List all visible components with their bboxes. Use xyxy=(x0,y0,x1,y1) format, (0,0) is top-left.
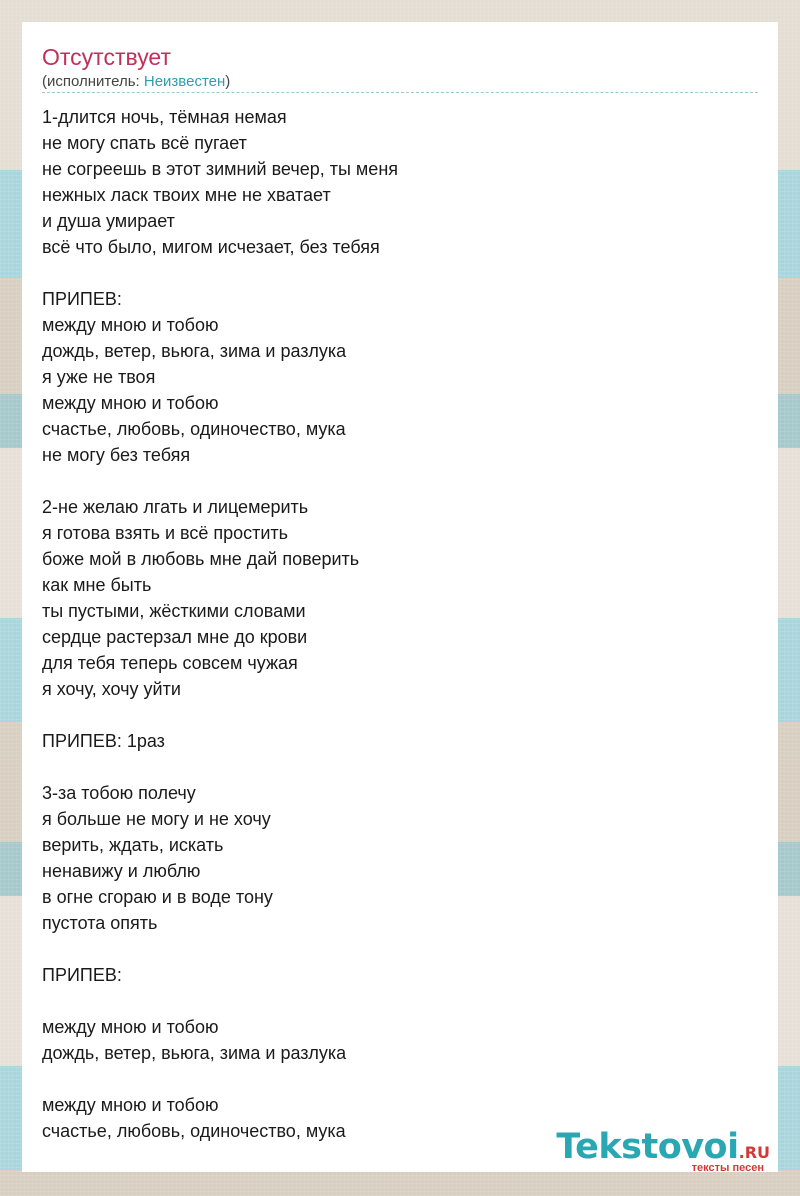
lyric-line: между мною и тобою xyxy=(42,1095,219,1115)
lyrics-card xyxy=(22,22,778,1172)
lyric-line: не могу спать всё пугает xyxy=(42,133,247,153)
lyric-line: счастье, любовь, одиночество, мука xyxy=(42,419,346,439)
title-divider xyxy=(42,92,758,93)
lyric-line: дождь, ветер, вьюга, зима и разлука xyxy=(42,341,347,361)
artist-link[interactable]: Неизвестен xyxy=(143,73,226,90)
logo-name: Tekstovoi xyxy=(556,1127,739,1167)
lyric-line: не согреешь в этот зимний вечер, ты меня xyxy=(42,159,399,179)
lyric-line: сердце растерзал мне до крови xyxy=(42,627,308,647)
artist-prefix: (исполнитель: xyxy=(42,73,144,90)
song-title: Отсутствует xyxy=(42,44,171,70)
lyric-line: дождь, ветер, вьюга, зима и разлука xyxy=(42,1043,347,1063)
lyric-line xyxy=(42,988,398,1014)
lyric-line: ПРИПЕВ: xyxy=(42,965,122,985)
lyric-line: и душа умирает xyxy=(42,211,175,231)
artist-line xyxy=(42,73,230,91)
lyric-line: 2-не желаю лгать и лицемерить xyxy=(42,497,309,517)
lyric-line: как мне быть xyxy=(42,575,152,595)
lyric-line: между мною и тобою xyxy=(42,393,219,413)
lyric-line xyxy=(42,1066,398,1092)
lyrics-body xyxy=(42,104,398,1144)
lyric-line: я больше не могу и не хочу xyxy=(42,809,271,829)
lyric-line: в огне сгораю и в воде тону xyxy=(42,887,273,907)
lyric-line: ПРИПЕВ: 1раз xyxy=(42,731,165,751)
lyric-line: я уже не твоя xyxy=(42,367,156,387)
lyric-line: 1-длится ночь, тёмная немая xyxy=(42,107,287,127)
lyric-line: нежных ласк твоих мне не хватает xyxy=(42,185,331,205)
lyric-line xyxy=(42,936,398,962)
lyric-line: я хочу, хочу уйти xyxy=(42,679,181,699)
site-logo[interactable] xyxy=(556,1127,770,1167)
logo-tagline: тексты песен xyxy=(691,1162,764,1174)
lyric-line xyxy=(42,754,398,780)
lyric-line: между мною и тобою xyxy=(42,1017,219,1037)
artist-suffix: ) xyxy=(225,73,231,90)
lyric-line: пустота опять xyxy=(42,913,158,933)
lyric-line: ПРИПЕВ: xyxy=(42,289,122,309)
lyric-line: не могу без тебяя xyxy=(42,445,191,465)
lyric-line: счастье, любовь, одиночество, мука xyxy=(42,1121,346,1141)
lyric-line xyxy=(42,468,398,494)
lyric-line: 3-за тобою полечу xyxy=(42,783,196,803)
lyric-line: я готова взять и всё простить xyxy=(42,523,289,543)
lyric-line: для тебя теперь совсем чужая xyxy=(42,653,298,673)
lyric-line: между мною и тобою xyxy=(42,315,219,335)
logo-tld: .RU xyxy=(738,1143,770,1162)
lyric-line: боже мой в любовь мне дай поверить xyxy=(42,549,360,569)
lyric-line: ты пустыми, жёсткими словами xyxy=(42,601,306,621)
lyric-line: всё что было, мигом исчезает, без тебяя xyxy=(42,237,380,257)
lyric-line xyxy=(42,702,398,728)
lyric-line: ненавижу и люблю xyxy=(42,861,201,881)
lyric-line xyxy=(42,260,398,286)
lyric-line: верить, ждать, искать xyxy=(42,835,224,855)
